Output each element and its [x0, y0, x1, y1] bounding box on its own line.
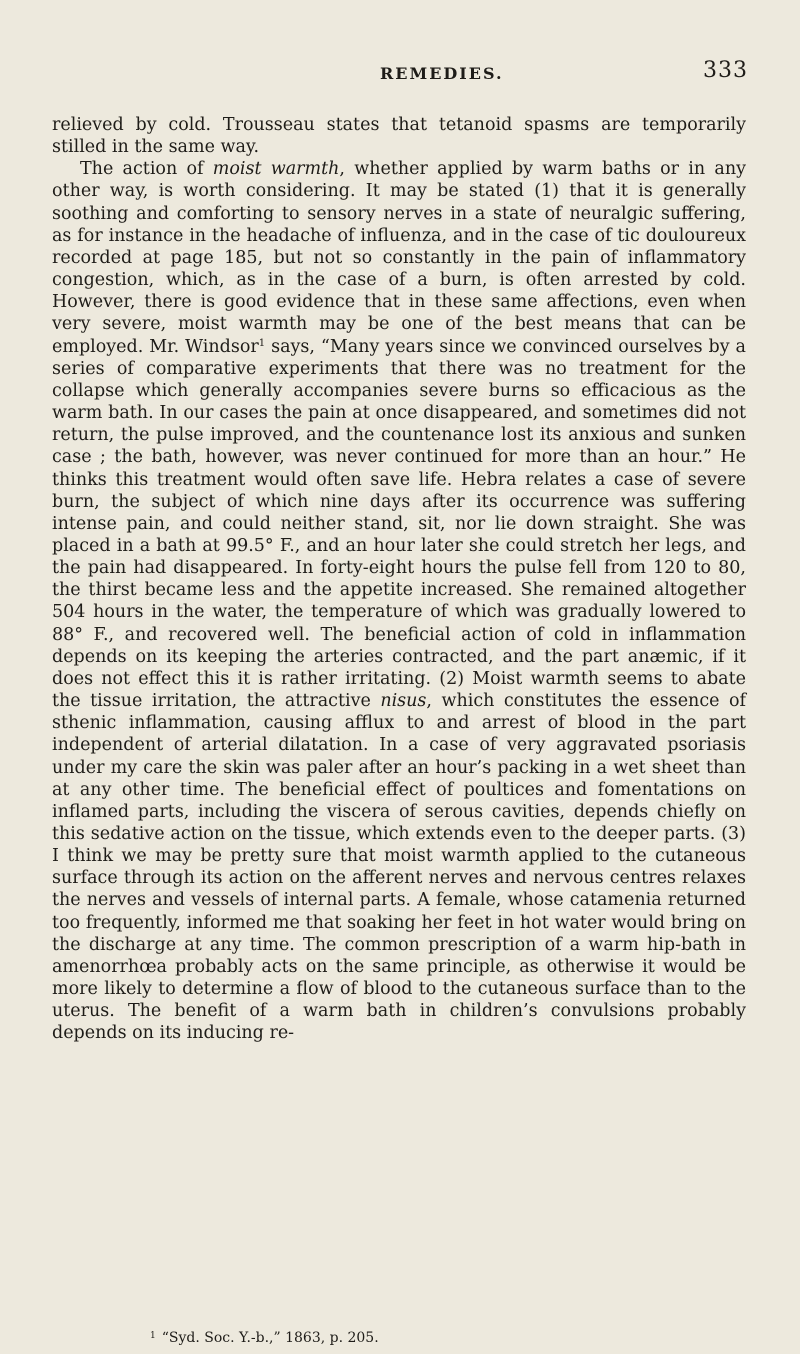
- paragraph-continued: relieved by cold. Trousseau states that tetanoid spasms are temporarily stilled in the same way.: [52, 115, 746, 158]
- footnote: [150, 1329, 379, 1347]
- page-number: 333: [703, 58, 748, 83]
- footnote-reference: 1: [258, 337, 266, 349]
- paragraph-segment-2: says, “Many years since we convinced ourselves by a series of comparative experiments that there was no treatment for the collapse which generally accompanies severe burns so efficacious as the warm bath. In our cases the pain at once disappeared, and sometimes did not return, the pulse improved, and the countenance lost its anxious and sunken case ; the bath, however, was never continued for more than an hour.” He thinks this treatment would often save life. Hebra relates a case of severe burn, the subject of which nine days after its occurrence was suffering intense pain, and could neither stand, sit, nor lie down straight. She was placed in a bath at 99.5° F., and an hour later she could stretch her legs, and the pain had disappeared. In forty-eight hours the pulse fell from 120 to 80, the thirst became less and the appetite increased. She remained altogether 504 hours in the water, the temperature of which was gradually lowered to 88° F., and recovered well. The beneficial action of cold in inflammation depends on its keeping the arteries contracted, and the part anæmic, if it does not effect this it is rather irritating. (2) Moist warmth seems to abate the tissue irritation, the attractive: [52, 336, 746, 712]
- paragraph-intro: The action of: [80, 159, 213, 180]
- paragraph-segment-1: , whether applied by warm baths or in any other way, is worth considering. It may be stated (1) that it is generally soothing and comforting to sensory nerves in a state of neuralgic suffering, as for instance in the headache of influenza, and in the case of tic douloureux recorded at page 185, but not so constantly in the pain of inflammatory congestion, which, as in the case of a burn, is often arrested by cold. However, there is good evidence that in these same affections, even when very severe, moist warmth may be one of the best means that can be employed. Mr. Windsor: [52, 159, 746, 357]
- emphasis-nisus: nisus: [380, 691, 427, 712]
- footnote-marker: 1: [150, 1331, 156, 1341]
- paragraph-moist-warmth: [52, 158, 746, 1044]
- paragraph-segment-3: , which constitutes the essence of sthenic inflammation, causing afflux to and arrest of blood in the part independent of arterial dilatation. In a case of very aggravated psoriasis under my care the skin was paler after an hour’s packing in a wet sheet than at any other time. The beneficial effect of poultices and fomentations on inflamed parts, including the viscera of serous cavities, depends chiefly on this sedative action on the tissue, which extends even to the deeper parts. (3) I think we may be pretty sure that moist warmth applied to the cutaneous surface through its action on the afferent nerves and nervous centres relaxes the nerves and vessels of internal parts. A female, whose catamenia returned too frequently, informed me that soaking her feet in hot water would bring on the discharge at any time. The common prescription of a warm hip-bath in amenorrhœa probably acts on the same principle, as otherwise it would be more likely to determine a flow of blood to the cutaneous surface than to the uterus. The benefit of a warm bath in children’s convulsions probably depends on its inducing re-: [52, 691, 746, 1044]
- footnote-text: “Syd. Soc. Y.-b.,” 1863, p. 205.: [161, 1330, 379, 1346]
- emphasis-moist-warmth: moist warmth: [212, 159, 340, 180]
- running-head: REMEDIES.: [380, 64, 504, 83]
- body-text: [52, 114, 746, 1045]
- page-header: [0, 58, 800, 94]
